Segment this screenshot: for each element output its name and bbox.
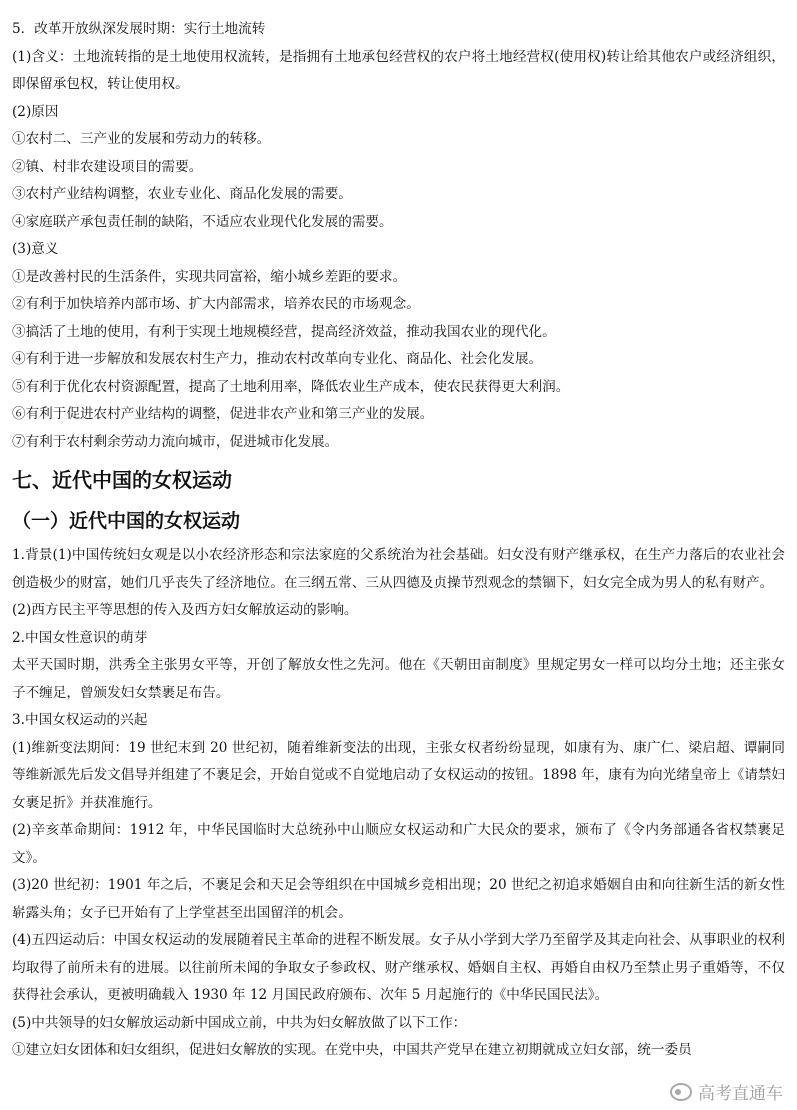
rise-paragraph: ①建立妇女团体和妇女组织，促进妇女解放的实现。在党中央，中国共产党早在建立初期就成立妇女部，统一委员 — [12, 1042, 692, 1058]
reason-item: ①农村二、三产业的发展和劳动力的转移。 — [12, 131, 271, 147]
significance-item: ①是改善村民的生活条件，实现共同富裕，缩小城乡差距的要求。 — [12, 268, 407, 285]
reason-item: ②镇、村非农建设项目的需要。 — [12, 158, 203, 175]
significance-item: ④有利于进一步解放和发展农村生产力，推动农村改革向专业化、商品化、社会化发展。 — [12, 351, 543, 367]
significance-heading: (3)意义 — [12, 241, 59, 257]
significance-item: ⑥有利于促进农村产业结构的调整，促进非农产业和第三产业的发展。 — [12, 406, 434, 422]
section5-title: 5．改革开放纵深发展时期：实行土地流转 — [12, 21, 266, 37]
rise-paragraph: (5)中共领导的妇女解放运动新中国成立前，中共为妇女解放做了以下工作： — [12, 1014, 467, 1031]
wechat-icon — [670, 1083, 692, 1101]
watermark — [670, 1079, 783, 1104]
reason-item: ③农村产业结构调整，农业专业化、商品化发展的需要。 — [12, 186, 352, 202]
background-paragraph: 1.背景(1)中国传统妇女观是以小农经济形态和宗法家庭的父系统治为社会基础。妇女没有财产继承权，在生产力落后的农业社会创造极少的财富，她们几乎丧失了经济地位。在三纲五常、三从四德及贞操节烈观念的禁锢下，妇女完全成为男人的私有财产。 — [12, 547, 785, 591]
rise-paragraph: (1)维新变法期间：19 世纪末到 20 世纪初，随着维新变法的出现，主张女权者纷纷显现，如康有为、康广仁、梁启超、谭嗣同等维新派先后发文倡导并组建了不裹足会，开始自觉或不自觉地启动了女权运动的按钮。1898 年，康有为向光绪皇帝上《请禁妇女裹足折》并获准施行。 — [12, 739, 785, 811]
significance-item: ⑦有利于农村剩余劳动力流向城市，促进城市化发展。 — [12, 433, 339, 450]
rise-paragraph: (3)20 世纪初：1901 年之后，不裹足会和天足会等组织在中国城乡竞相出现；20 世纪之初追求婚姻自由和向往新生活的新女性崭露头角；女子已开始有了上学堂甚至出国留洋的机会。 — [12, 877, 785, 921]
section5-meaning: (1)含义：土地流转指的是土地使用权流转，是指拥有土地承包经营权的农户将土地经营权(使用权)转让给其他农户或经济组织，即保留承包权，转让使用权。 — [12, 48, 785, 92]
rise-heading: 3.中国女权运动的兴起 — [12, 712, 148, 728]
awareness-heading: 2.中国女性意识的萌芽 — [12, 629, 148, 646]
awareness-paragraph: 太平天国时期，洪秀全主张男女平等，开创了解放女性之先河。他在《天朝田亩制度》里规定男女一样可以均分土地；还主张女子不缠足，曾颁发妇女禁裹足布告。 — [12, 657, 785, 701]
significance-item: ⑤有利于优化农村资源配置，提高了土地利用率，降低农业生产成本，使农民获得更大利润。 — [12, 378, 570, 395]
chapter-title: 七、近代中国的女权运动 — [12, 468, 232, 492]
background-paragraph-2: (2)西方民主平等思想的传入及西方妇女解放运动的影响。 — [12, 602, 358, 618]
watermark-text: 高考直通车 — [698, 1084, 783, 1104]
rise-paragraph: (4)五四运动后：中国女权运动的发展随着民主革命的进程不断发展。女子从小学到大学乃至留学及其走向社会、从事职业的权利均取得了前所未有的进展。以往前所未闻的争取女子参政权、财产继承权、婚姻自主权、再婚自由权乃至禁止男子重婚等，不仅获得社会承认，更被明确载入 1930 年 12 月国民政府颁布、次年 5 月起施行的《中华民国民法》。 — [12, 932, 785, 1003]
reasons-heading: (2)原因 — [12, 103, 59, 120]
significance-item: ③搞活了土地的使用，有利于实现土地规模经营，提高经济效益，推动我国农业的现代化。 — [12, 323, 556, 340]
significance-item: ②有利于加快培养内部市场、扩大内部需求，培养农民的市场观念。 — [12, 296, 420, 312]
rise-paragraph: (2)辛亥革命期间：1912 年，中华民国临时大总统孙中山顺应女权运动和广大民众的要求，颁布了《令内务部通各省权禁裹足文》。 — [12, 822, 785, 866]
chapter-subtitle: （一）近代中国的女权运动 — [12, 510, 241, 532]
reason-item: ④家庭联产承包责任制的缺陷，不适应农业现代化发展的需要。 — [12, 213, 393, 230]
